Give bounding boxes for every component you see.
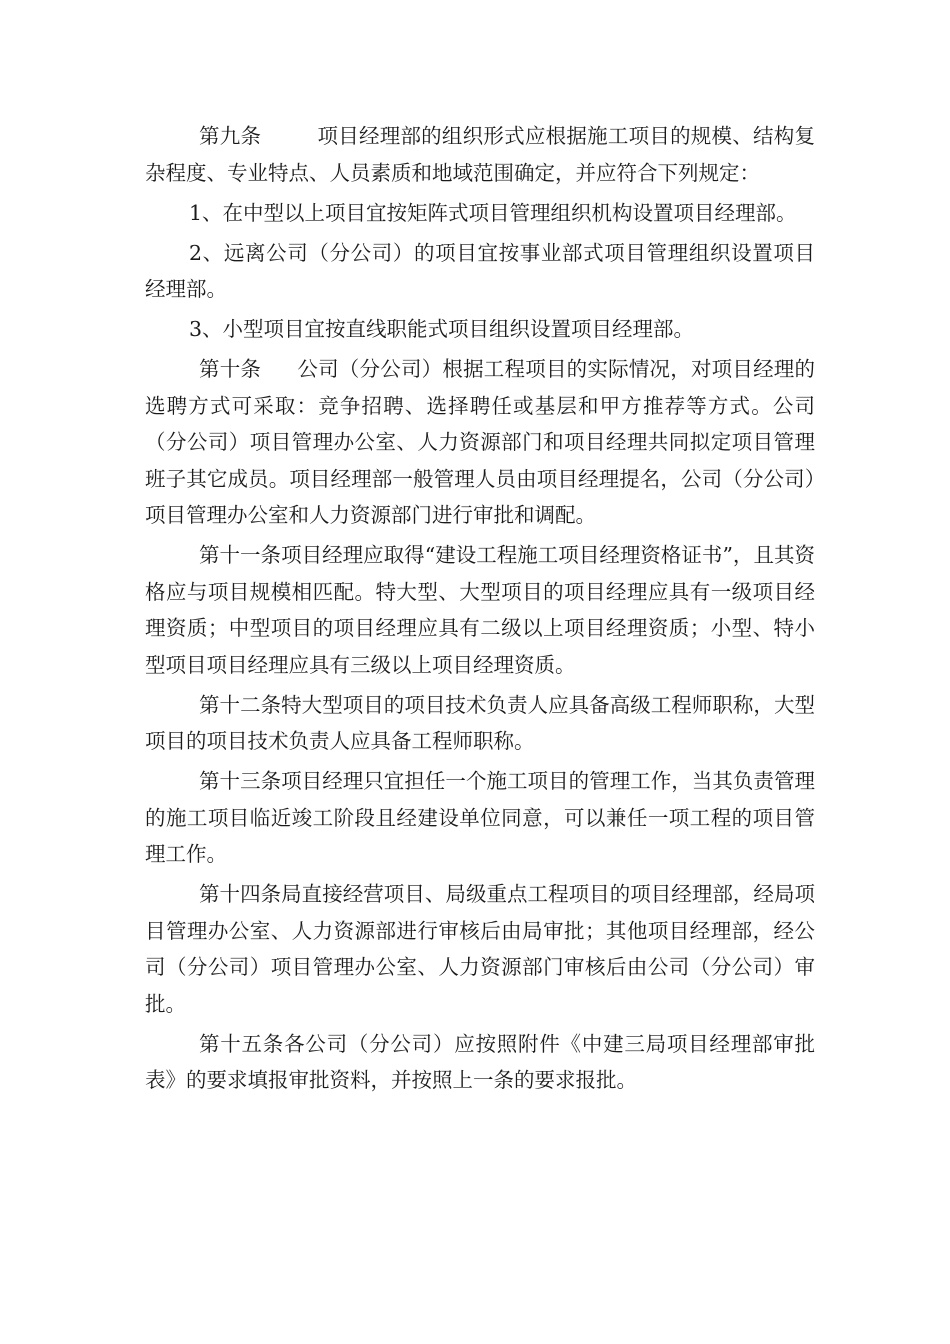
- article-10-text: 公司（分公司）根据工程项目的实际情况，对项目经理的选聘方式可采取：竞争招聘、选择聘任或基层和甲方推荐等方式。公司（分公司）项目管理办公室、人力资源部门和项目经理共同拟定项目管理班子其它成员。项目经理部一般管理人员由项目经理提名，公司（分公司）项目管理办公室和人力资源部门进行审批和调配。: [145, 357, 816, 527]
- article-10-heading: 第十条: [199, 357, 262, 381]
- article-9: [145, 118, 815, 191]
- article-9-text: 项目经理部的组织形式应根据施工项目的规模、结构复杂程度、专业特点、人员素质和地域范围确定，并应符合下列规定：: [145, 124, 816, 185]
- article-14: 第十四条局直接经营项目、局级重点工程项目的项目经理部，经局项目管理办公室、人力资源部进行审核后由局审批；其他项目经理部，经公司（分公司）项目管理办公室、人力资源部门审核后由公司（分公司）审批。: [145, 882, 815, 1016]
- article-15: 第十五条各公司（分公司）应按照附件《中建三局项目经理部审批表》的要求填报审批资料，并按照上一条的要求报批。: [145, 1031, 815, 1092]
- article-10: [145, 351, 815, 534]
- article-12: 第十二条特大型项目的项目技术负责人应具备高级工程师职称，大型项目的项目技术负责人应具备工程师职称。: [145, 692, 815, 753]
- article-9-item-1: 1、在中型以上项目宜按矩阵式项目管理组织机构设置项目经理部。: [189, 200, 797, 225]
- article-9-item-2: 2、远离公司（分公司）的项目宜按事业部式项目管理组织设置项目经理部。: [145, 240, 815, 301]
- article-11: 第十一条项目经理应取得“建设工程施工项目经理资格证书”，且其资格应与项目规模相匹配。特大型、大型项目的项目经理应具有一级项目经理资质；中型项目的项目经理应具有二级以上项目经理资质；小型、特小型项目项目经理应具有三级以上项目经理资质。: [145, 543, 815, 677]
- document-body: [145, 118, 815, 1102]
- article-9-heading: 第九条: [199, 124, 262, 148]
- article-9-item-3: 3、小型项目宜按直线职能式项目组织设置项目经理部。: [189, 317, 695, 341]
- article-13: 第十三条项目经理只宜担任一个施工项目的管理工作，当其负责管理的施工项目临近竣工阶段且经建设单位同意，可以兼任一项工程的项目管理工作。: [145, 769, 815, 866]
